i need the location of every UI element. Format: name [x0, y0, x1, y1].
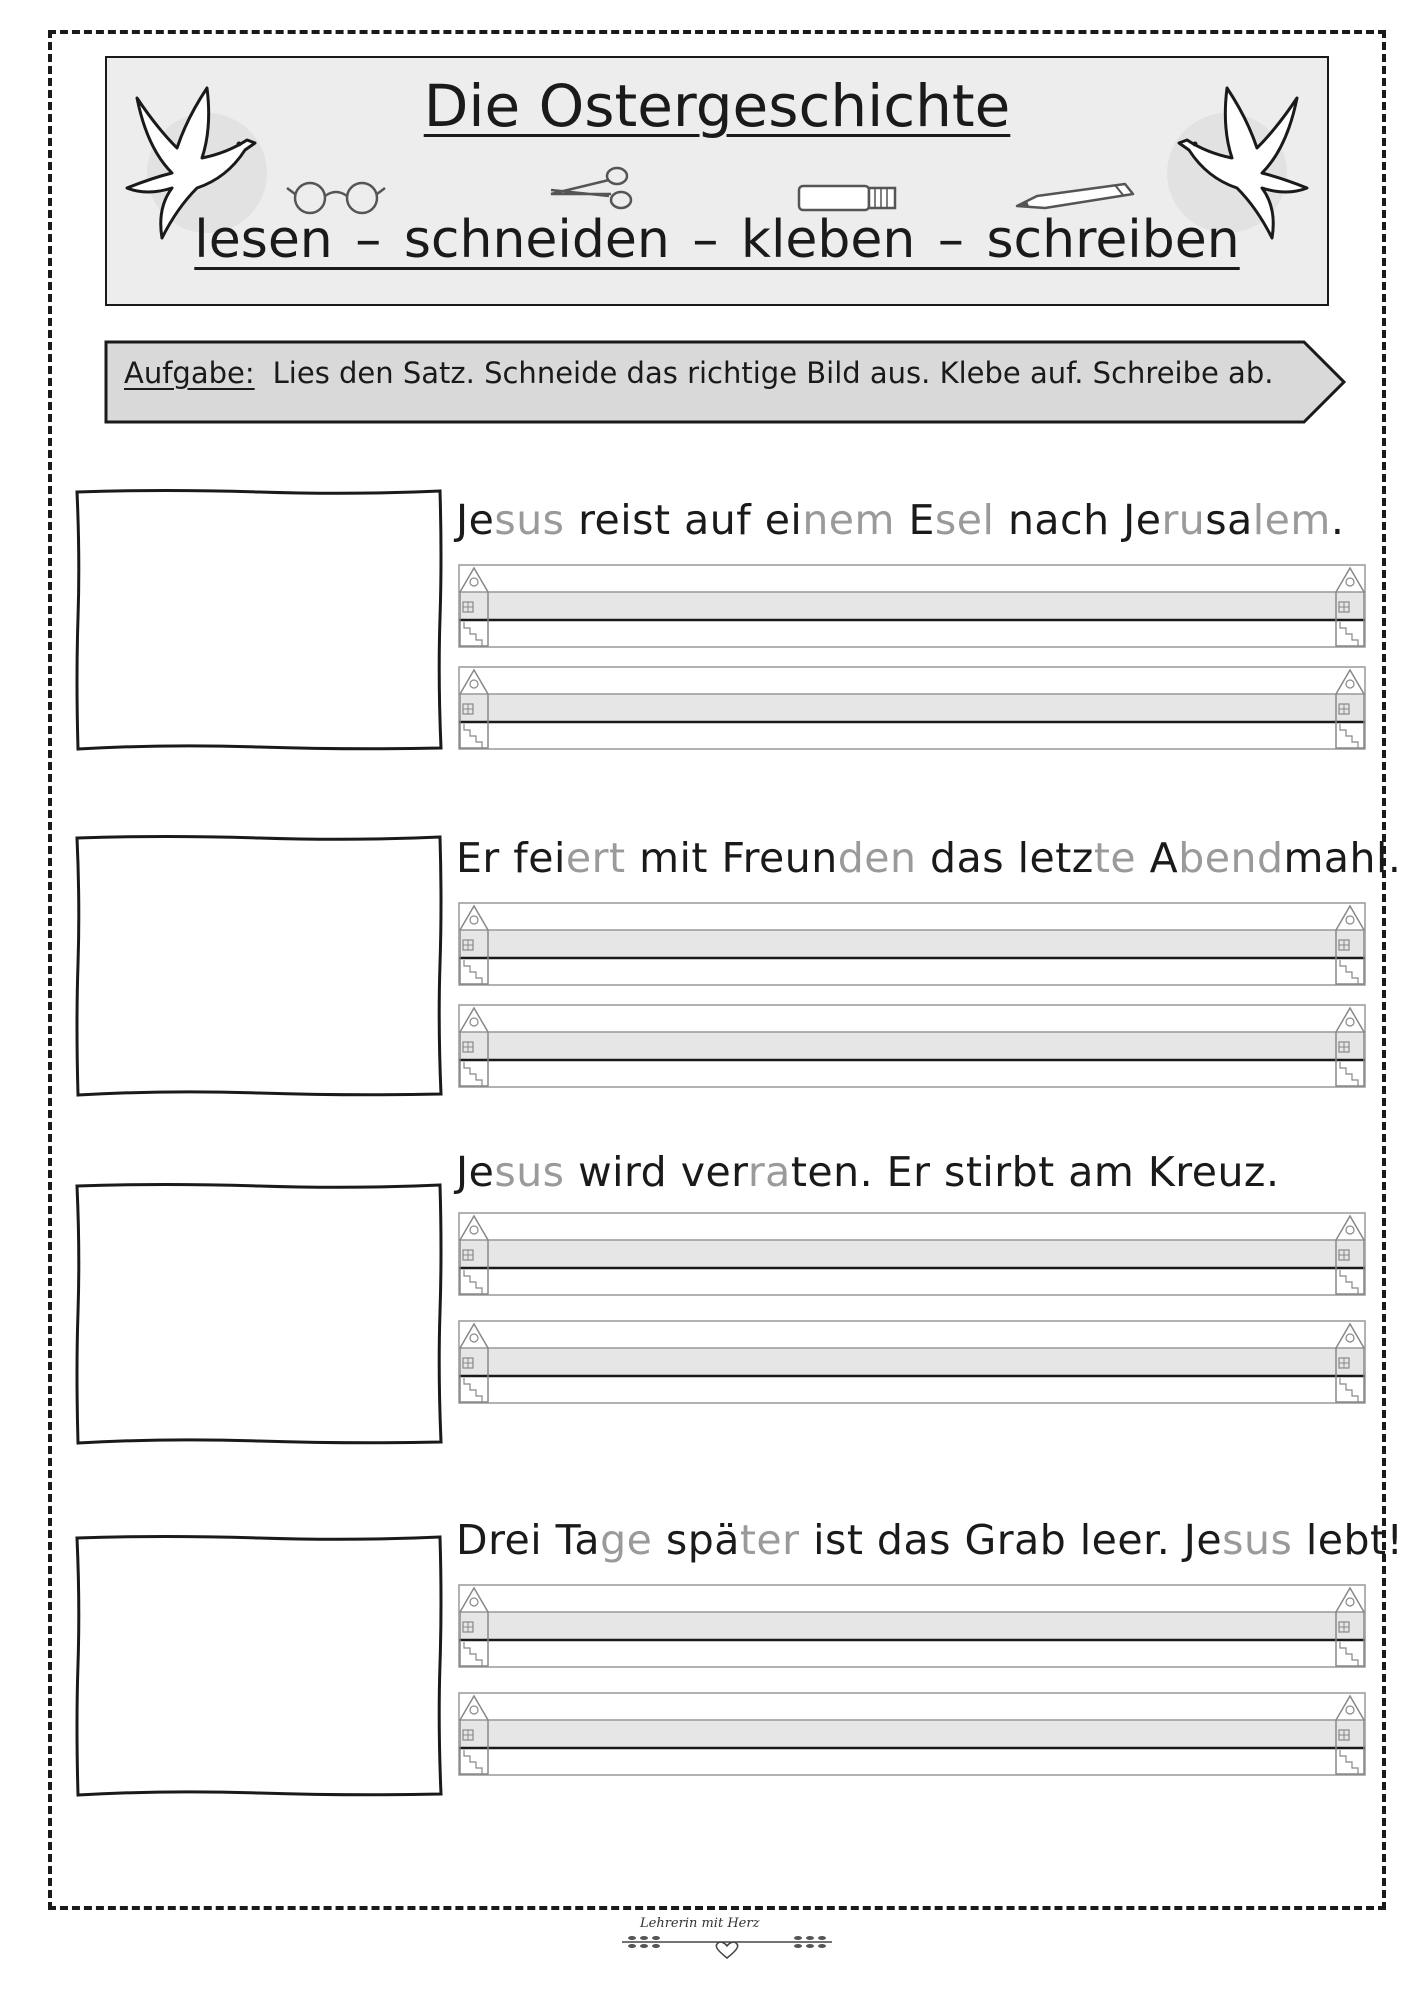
- syllable: mit Freun: [625, 834, 838, 882]
- syllable-grey: ert: [565, 834, 626, 882]
- syllable-grey: den: [837, 834, 917, 882]
- task-label: Aufgabe:: [124, 356, 255, 390]
- syllable: A: [1136, 834, 1179, 882]
- task-text: Lies den Satz. Schneide das richtige Bild aus. Klebe auf. Schreibe ab.: [272, 356, 1274, 390]
- writing-lines[interactable]: [458, 666, 1366, 750]
- syllable: Je: [456, 1148, 495, 1196]
- sentence-3: [456, 1148, 1279, 1196]
- writing-lines[interactable]: [458, 1692, 1366, 1776]
- picture-box[interactable]: [74, 1534, 444, 1798]
- task-instruction: [124, 356, 1273, 390]
- syllable: nach Je: [994, 496, 1162, 544]
- writing-lines[interactable]: [458, 564, 1366, 648]
- syllable: Er fei: [456, 834, 566, 882]
- sentence-1: [456, 496, 1344, 544]
- worksheet-header: [105, 56, 1329, 306]
- syllable-grey: sel: [934, 496, 995, 544]
- syllable: lebt!: [1292, 1516, 1404, 1564]
- syllable: ten. Er stirbt am Kreuz.: [790, 1148, 1280, 1196]
- syllable-grey: ge: [600, 1516, 653, 1564]
- sentence-4: [456, 1516, 1404, 1564]
- footer-brand: Lehrerin mit Herz: [640, 1916, 760, 1931]
- writing-lines[interactable]: [458, 1320, 1366, 1404]
- syllable-grey: lem: [1252, 496, 1331, 544]
- syllable-grey: sus: [1222, 1516, 1293, 1564]
- syllable: sa: [1205, 496, 1253, 544]
- writing-lines[interactable]: [458, 1004, 1366, 1088]
- syllable: wird ver: [564, 1148, 748, 1196]
- syllable-grey: bend: [1178, 834, 1284, 882]
- picture-box[interactable]: [74, 834, 444, 1098]
- page-title: Die Ostergeschichte: [423, 72, 1011, 140]
- syllable: reist auf ei: [564, 496, 803, 544]
- picture-box[interactable]: [74, 1182, 444, 1446]
- syllable: .: [1330, 496, 1345, 544]
- syllable-grey: nem: [802, 496, 895, 544]
- syllable: ist das Grab leer. Je: [799, 1516, 1223, 1564]
- syllable: das letz: [916, 834, 1094, 882]
- syllable-grey: ra: [747, 1148, 791, 1196]
- syllable-grey: sus: [494, 1148, 565, 1196]
- syllable: Drei Ta: [456, 1516, 601, 1564]
- syllable: E: [894, 496, 935, 544]
- syllable: mahl.: [1283, 834, 1402, 882]
- syllable-grey: ru: [1161, 496, 1206, 544]
- syllable-grey: te: [1093, 834, 1137, 882]
- picture-box[interactable]: [74, 488, 444, 752]
- writing-lines[interactable]: [458, 1212, 1366, 1296]
- syllable-grey: ter: [739, 1516, 800, 1564]
- syllable: spä: [652, 1516, 740, 1564]
- syllable-grey: sus: [494, 496, 565, 544]
- syllable: Je: [456, 496, 495, 544]
- writing-lines[interactable]: [458, 902, 1366, 986]
- sentence-2: [456, 834, 1401, 882]
- writing-lines[interactable]: [458, 1584, 1366, 1668]
- page-subtitle: lesen – schneiden – kleben – schreiben: [194, 210, 1240, 270]
